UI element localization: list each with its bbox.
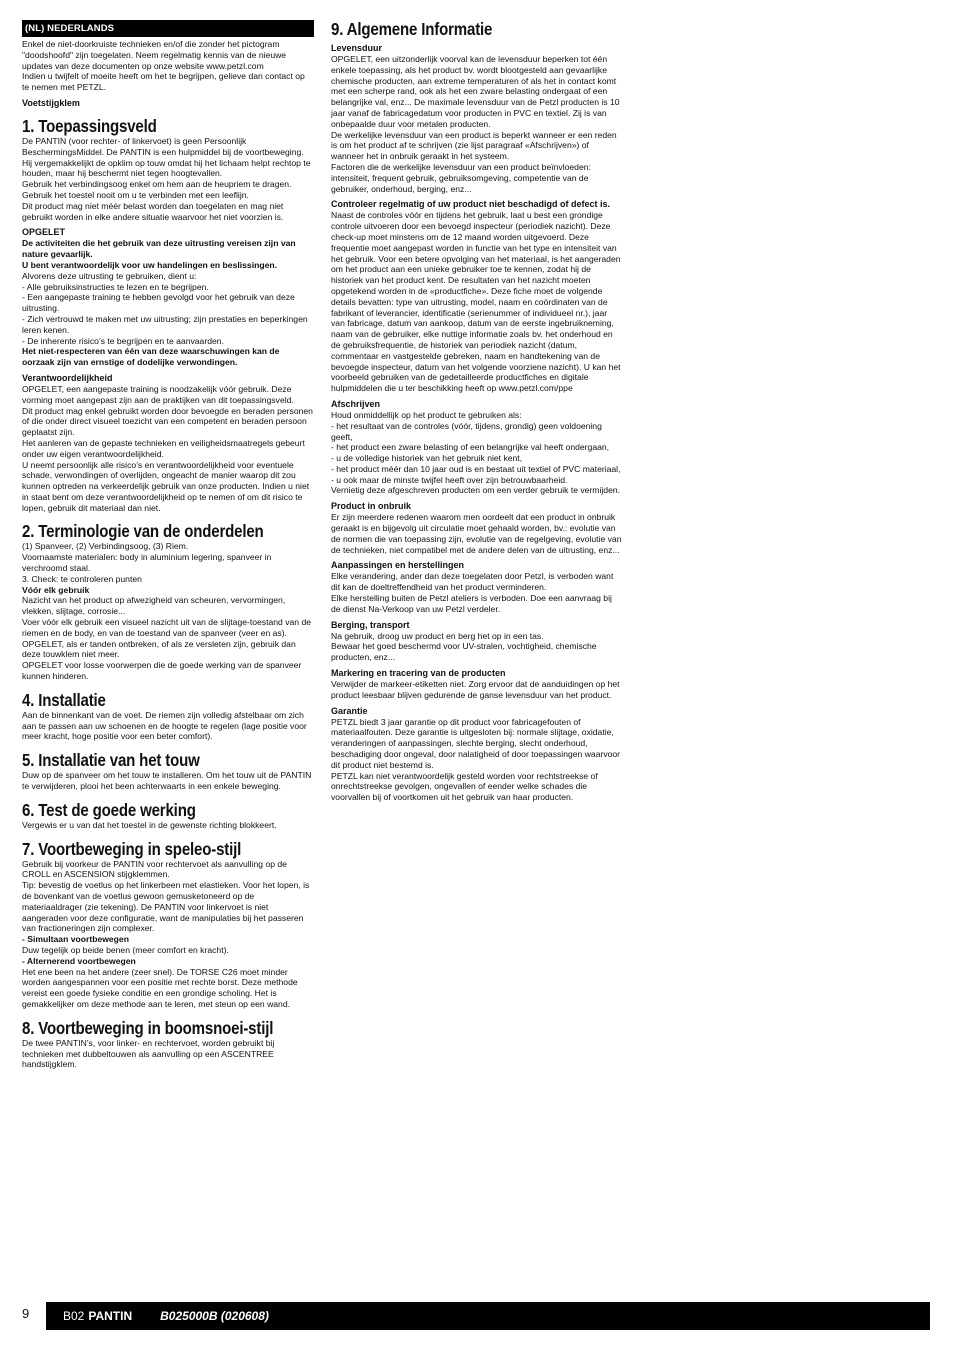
paragraph: 3. Check: te controleren punten [22,573,142,584]
intro-text: Enkel de niet-doorkruiste technieken en/of die zonder het pictogram "doodshoofd" zijn toegelaten. Neem regelmatig kennis van de nieuwe updates van deze documenten op onze website www.petzl.com [22,39,287,71]
paragraph: Aan de binnenkant van de voet. De riemen zijn volledig afstelbaar om zich aan te passen aan uw schoenen en de hoogte te regelen (lage positie voor meer kracht, hoge positie voor een beter comfort). [22,709,307,742]
section-title: 4. Installatie [22,689,106,710]
subsection-title: Vóór elk gebruik [22,584,90,595]
paragraph: Hij vergemakkelijkt de opklim op touw omdat hij het lichaam helpt rechtop te houden, maar hij beschermt niet tegen hoogtevallen. [22,157,311,179]
paragraph: OPGELET, een uitzonderlijk voorval kan de levensduur beperken tot één enkele toepassing, als het product bv. wordt blootgesteld aan gevaarlijke chemische producten, aan extreme temperaturen of als het in contact komt met een scherpe rand, ook als het een zware belasting ondergaat of een belangrijke val, enz... De maximale levensduur van de Petzl producten is 10 jaar vanaf de fabricagedatum voor producten in PVC en textiel. Zij is van onbepaalde duur voor metalen producten. [331,54,620,129]
list-item: - u de volledige historiek van het gebruik niet kent, [331,453,523,464]
paragraph: Duw tegelijk op beide benen (meer comfort en kracht). [22,945,229,955]
paragraph: Naast de controles vóór en tijdens het gebruik, laat u best een grondige controle uitvoeren door een bevoegd inspecteur (periodiek nazicht). Deze check-up moet minstens om de 12 maand worden uitgevoerd. Deze frequentie moet aangepast worden in functie van het type en intensiteit van het gebruik. Voor een betere opvolging van het materiaal, is het aangeraden om het product aan een unieke gebruiker toe te kennen, zodat hij de historiek van het product kent. De resultaten van het nazicht moeten opgetekend worden in de «productfiche». Deze fiche moet de volgende details bevatten: type van uitrusting, model, naam en coördinaten van de fabrikant of leverancier, identificatie (serienummer of individueel nr.), jaar van fabricage, datum van aankoop, datum van de eerste ingebruikneming, naam van de gebruiker, elke nuttige informatie zoals bv. het onderhoud en de gebruiksfrequentie, de historiek van periodiek nazicht (datum, commentaar en vastgestelde gebreken, naam en handtekening van de bevoegde inspecteur, datum van het volgende voorziene nazicht). U kan het voorbeeld gebruiken van de gedetailleerde productfiches en digitale hulpmiddelen die u ter beschikking heeft op www.petzl.com/ppe [331,210,621,394]
paragraph: Alvorens deze uitrusting te gebruiken, dient u: [22,270,197,281]
section-title: 2. Terminologie van de onderdelen [22,521,264,542]
intro-text: Indien u twijfelt of moeite heeft om het te begrijpen, gelieve dan contact op te nemen met PETZL. [22,71,305,93]
paragraph: Vernietig deze afgeschreven producten om een verder gebruik te vermijden. [331,485,621,496]
language-header: (NL) NEDERLANDS [22,20,314,37]
paragraph: Houd onmiddellijk op het product te gebruiken als: [331,409,522,420]
paragraph: Duw op de spanveer om het touw te installeren. Om het touw uit de PANTIN te verwijderen, plooi het been achterwaarts in een enkele beweging. [22,770,312,792]
section-title: 1. Toepassingsveld [22,115,157,136]
section-title: 9. Algemene Informatie [331,19,493,39]
list-item: - De inherente risico’s te begrijpen en te aanvaarden. [22,335,224,346]
paragraph: (1) Spanveer, (2) Verbindingsoog, (3) Riem. [22,541,189,552]
paragraph: PETZL kan niet verantwoordelijk gesteld worden voor rechtstreekse of onrechtstreekse gevolgen, ongevallen of eender welke schades die voorvallen bij of voortkomen uit het gebruik van haar producten. [331,770,598,803]
list-item: - Alle gebruiksinstructies te lezen en te begrijpen. [22,281,209,292]
section-title: 8. Voortbeweging in boomsnoei-stijl [22,1017,274,1038]
paragraph: U neemt persoonlijk alle risico’s en verantwoordelijkheid voor eventuele schade, verwondingen of overlijden, ongeacht de manier waarop dit zou kunnen optreden na verkeerdelijk gebruik van onze producten. Indien u niet in staat bent om deze verantwoordelijkheid op te nemen of om dit risico te lopen, gebruik dit materiaal dan niet. [22,459,310,513]
paragraph: Vergewis er u van dat het toestel in de gewenste richting blokkeert. [22,819,277,830]
product-name: PANTIN [88,1309,133,1323]
left-column [22,20,314,1070]
subsection-title: Markering en tracering van de producten [331,668,506,679]
list-item: - het resultaat van de controles (vóór, tijdens, grondig) geen voldoening geeft, [331,420,602,442]
paragraph: Gebruik bij voorkeur de PANTIN voor rechtervoet als aanvulling op de CROLL en ASCENSION stijgklemmen. [22,858,287,880]
section-title: 6. Test de goede werking [22,799,196,820]
paragraph: OPGELET, als er tanden ontbreken, of als ze versleten zijn, gebruik dan deze touwklem niet meer. [22,638,296,660]
paragraph: Bewaar het goed beschermd voor UV-stralen, vochtigheid, chemische producten, enz... [331,641,597,663]
document-reference: B025000B (020608) [160,1309,269,1323]
warning-text: De activiteiten die het gebruik van deze uitrusting vereisen zijn van nature gevaarlijk. [22,238,296,260]
paragraph: Gebruik het verbindingsoog enkel om hem aan de heupriem te dragen. [22,179,292,190]
subsection-title: Berging, transport [331,619,410,630]
list-item: - Een aangepaste training te hebben gevolgd voor het gebruik van deze uitrusting. [22,292,295,314]
paragraph: Nazicht van het product op afwezigheid van scheuren, vervormingen, vlekken, slijtage, corrosie... [22,595,286,617]
paragraph: Er zijn meerdere redenen waarom men oordeelt dat een product in onbruik geraakt is en bijgevolg uit circulatie moet gehaald worden, bv.: evolutie van de normen die van toepassing zijn, evolutie van de regelgeving, evolutie van de technieken, niet compatibel met de andere delen van de uitrusting, enz... [331,512,622,555]
paragraph: Na gebruik, droog uw product en berg het op in een tas. [331,630,544,641]
section-title: 5. Installatie van het touw [22,750,200,771]
warning-text: U bent verantwoordelijk voor uw handelingen en beslissingen. [22,259,277,270]
paragraph: Het ene been na het andere (zeer snel). De TORSE C26 moet minder worden aangespannen voor een positie met rechte borst. Deze methode vereist een goede fysieke conditie en een grondige scholing. Het is gemakkelijker om deze methode aan te leren, met steun op een wand. [22,966,298,1009]
list-item: - het product een zware belasting of een belangrijke val heeft ondergaan, [331,442,610,453]
paragraph: Voornaamste materialen: body in aluminium legering, spanveer in verchroomd staal. [22,552,272,574]
paragraph: Elke verandering, ander dan deze toegelaten door Petzl, is verboden want dit kan de doeltreffendheid van het product verminderen. [331,571,614,593]
document-code: B02 [63,1309,85,1323]
section-title: 7. Voortbeweging in speleo-stijl [22,838,242,859]
paragraph: Verwijder de markeer-etiketten niet. Zorg ervoor dat de aanduidingen op het product leesbaar blijven gedurende de ganse levensduur van het product. [331,679,620,700]
subsection-title: Product in onbruik [331,501,411,512]
subsection-title: Afschrijven [331,398,381,409]
subsection-title: Controleer regelmatig of uw product niet beschadigd of defect is. [331,199,611,210]
subsection-title: Garantie [331,705,368,716]
paragraph: De twee PANTIN’s, voor linker- en rechtervoet, worden gebruikt bij technieken met dubbeltouwen als aanvulling op een ASCENTREE handstijgklem. [22,1037,275,1070]
paragraph: De PANTIN (voor rechter- of linkervoet) is geen Persoonlijk BeschermingsMiddel. De PANTIN is een hulpmiddel bij de voortbeweging. [22,135,304,157]
paragraph: De werkelijke levensduur van een product is beperkt wanneer er een reden is om het product af te schrijven (zie lijst paragraaf «Afschrijven») of wanneer het in onbruik geraakt in het systeem. [331,129,617,162]
list-item: - Zich vertrouwd te maken met uw uitrusting; zijn prestaties en beperkingen leren kenen. [22,313,308,335]
product-label: Voetstijgklem [22,97,80,108]
subsection-title: - Alternerend voortbewegen [22,955,136,966]
subsection-title: Aanpassingen en herstellingen [331,560,465,571]
subsection-title: - Simultaan voortbewegen [22,934,129,945]
subsection-title: OPGELET [22,227,66,238]
paragraph: Dit product mag niet méér belast worden dan toegelaten en mag niet gebruikt worden in elke andere situatie waarvoor het niet voorzien is. [22,200,284,222]
paragraph: Voer vóór elk gebruik een visueel nazicht uit van de slijtage-toestand van de riemen en de body, en van de toestand van de spanveer (veer en as). [22,617,312,638]
paragraph: Tip: bevestig de voetlus op het linkerbeen met elastieken. Voor het lopen, is de bovenkant van de voetlus gewoon gemusketoneerd op de materiaaldrager (zie tekening). De PANTIN voor linkervoet is niet aangeraden voor deze configuratie, want de manipulaties bij het passeren van fractioneringen zijn complexer. [22,880,310,934]
subsection-title: Levensduur [331,43,383,53]
right-column [331,20,623,803]
paragraph: PETZL biedt 3 jaar garantie op dit product voor fabricagefouten of materiaalfouten. Deze garantie is uitgesloten bij: normale slijtage, oxidatie, veranderingen of aanpassingen, slechte berging, slecht onderhoud, beschadiging door ongeval, door nalatigheid of door toepassingen waarvoor dit product niet bestemd is. [331,716,621,770]
warning-text: Het niet-respecteren van één van deze waarschuwingen kan de oorzaak zijn van ernstige of dodelijke verwondingen. [22,346,280,368]
paragraph: Dit product mag enkel gebruikt worden door bevoegde en beraden personen of die onder direct visueel toezicht van een competent en beraden persoon geplaatst zijn. [22,405,313,438]
paragraph: Gebruik het toestel nooit om u te verbinden met een leeflijn. [22,189,249,200]
subsection-title: Verantwoordelijkheid [22,372,113,383]
paragraph: OPGELET, een aangepaste training is noodzakelijk vóór gebruik. Deze vorming moet aangepast zijn aan de praktijken van dit toepassingsveld. [22,383,294,405]
list-item: - het product méér dan 10 jaar oud is en bestaat uit textiel of PVC materiaal, [331,463,621,474]
paragraph: OPGELET voor losse voorwerpen die de goede werking van de spanveer kunnen hinderen. [22,660,302,682]
paragraph: Het aanleren van de gepaste technieken en veiligheidsmaatregels gebeurt onder uw eigen verantwoordelijkheid. [22,437,305,459]
paragraph: Factoren die de werkelijke levensduur van een product beïnvloeden: intensiteit, frequent gebruik, gebruiksomgeving, competentie van de gebruiker, onderhoud, berging, enz... [331,161,591,194]
list-item: - u ook maar de minste twijfel heeft over zijn betrouwbaarheid. [331,474,568,485]
paragraph: Elke herstelling buiten de Petzl ateliers is verboden. Doe een aanvraag bij de dienst Na-Verkoop van uw Petzl verdeler. [331,593,612,614]
footer-bar [46,1302,930,1330]
page-number: 9 [22,1306,30,1321]
